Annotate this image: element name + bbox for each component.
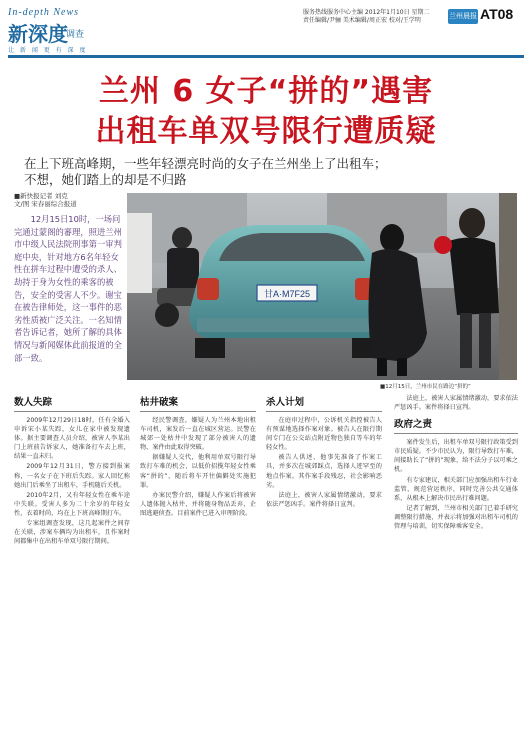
byline-reporter: ■新快报记者 刘克 — [14, 192, 68, 200]
taxi-plate-text: 甘A·M7F25 — [263, 289, 311, 299]
street-taxi-photo — [127, 193, 517, 380]
subheadline-line-1: 在上下班高峰期，一些年轻漂亮时尚的女子在兰州坐上了出租车； — [24, 156, 387, 171]
paragraph: 2009年12月31日，警方接到报案称，一名女子在下班后失踪。家人回忆称她出门后乘坐了出租车，手机随后关机。 — [14, 463, 130, 489]
paragraph: 法庭上，被害人家属情绪激动，要求依法严惩凶手。案件将择日宣判。 — [266, 491, 382, 508]
paragraph: 有专家建议，相关部门应加强出租车行业监管，规范营运秩序，同时完善公共交通体系，从根本上解决市民出行难问题。 — [394, 476, 518, 502]
page-number: AT08 — [480, 6, 514, 22]
column-2 — [140, 394, 256, 519]
column-3 — [266, 394, 382, 510]
column-body — [140, 416, 256, 518]
photo-caption: ■12月15日，兰州市民在路边“拼的” — [380, 384, 471, 390]
column-heading: 政府之责 — [394, 419, 433, 431]
byline — [14, 192, 77, 208]
headline-line-1: 兰州 6 女子“拼的”遇害 — [98, 74, 434, 109]
column-heading: 数人失踪 — [14, 397, 53, 408]
paragraph: 案件发生后，出租车单双号限行政策受到市民质疑。不少市民认为，限行导致打车难，间接助长了“拼的”现象，给不法分子以可乘之机。 — [394, 439, 518, 474]
lead-paragraph: 12月15日10时，一场问完通过蒙阁的審理，照进兰州市中级人民法院刑事第一审判庭中央，针对地方6名年轻女性在拼车过程中遭受的杀人、劫持于身为女性的乘客的被告，安全的受害人不少。谢宝在被告律师处，这一事件的恶劣性质被广泛关注。一名知情者告诉记者，她所了解的具体情况与新闻媒体此前报道的全部一致。 — [14, 214, 122, 363]
paragraph: 2010年2月，又有年轻女性在乘车途中失联。受害人多为二十余岁的年轻女性，衣着时尚，均在上下班高峰期打车。 — [14, 491, 130, 517]
column-body — [14, 416, 130, 546]
subheadline-line-2: 不想，她们踏上的却是不归路 — [24, 172, 187, 187]
column-4 — [394, 394, 518, 532]
paragraph: 经民警调查，嫌疑人为兰州本地出租车司机，案发后一直在城区营运。民警在城郊一处枯井中发现了部分被害人的遗物，案件由此取得突破。 — [140, 417, 256, 452]
paragraph: 法庭上，被害人家属情绪激动，要求依法严惩凶手。案件将择日宣判。 — [394, 395, 518, 412]
section-tagline: 让 新 闻 更 有 深 度 — [8, 47, 88, 54]
column-1 — [14, 394, 130, 547]
headline-line-2: 出租车单双号限行遭质疑 — [95, 114, 437, 149]
editor-credits-line: 责任编辑/尹骊 美术编辑/周正宏 校对/王学明 — [303, 17, 421, 24]
paragraph: 记者了解到，兰州市相关部门已着手研究调整限行措施，并表示将加强对出租车司机的管理与培训，切实保障乘客安全。 — [394, 504, 518, 531]
header-rule — [8, 55, 524, 58]
column-heading: 杀人计划 — [266, 397, 305, 408]
column-rule — [266, 411, 382, 412]
paragraph: 办案民警介绍，嫌疑人作案后将被害人遗体抛入枯井，并将随身物品丢弃，企图逃避侦查。目前案件已进入审理阶段。 — [140, 491, 256, 517]
paragraph: 专案组调查发现，这几起案件之间存在关联，涉案车辆均为出租车，且作案时间都集中在出租车单双号限行期间。 — [14, 520, 130, 546]
section-brand-subtitle: 调查 — [66, 30, 85, 40]
brand-english-label: In-depth News — [8, 7, 80, 18]
column-rule — [140, 411, 256, 412]
paragraph: 据嫌疑人交代，他利用单双号限行导致打车难的机会，以低价招揽年轻女性乘客“拼的”，随后将车开往偏僻处实施犯罪。 — [140, 454, 256, 489]
issue-date-line: 服务热线服务中心主编 2012年1月10日 星期二 — [303, 9, 430, 16]
column-rule — [394, 433, 518, 434]
section-brand-title: 新深度 — [8, 22, 68, 46]
column-rule — [14, 411, 130, 412]
column-body-continued — [394, 394, 518, 412]
paragraph: 被告人供述，他事先准备了作案工具，并多次在城郊踩点，选择人迹罕至的地点作案。其作案手段残忍，社会影响恶劣。 — [266, 454, 382, 489]
news-photo — [127, 193, 517, 380]
column-body — [394, 438, 518, 531]
paragraph: 在庭审过程中，公诉机关指控被告人有预谋地选择作案对象。被告人在限行期间专门在公交站点附近物色独自等车的年轻女性。 — [266, 417, 382, 452]
edition-badge: 兰州晨报 — [448, 9, 478, 24]
byline-source: 文/图 宋春丽综合报道 — [14, 200, 77, 208]
column-heading: 枯井破案 — [140, 397, 179, 408]
paragraph: 2009年12月29日18时，任有全婚入申诉宋小某失踪，女儿在家中被发现遗体。据主要调查人员介绍，被害人李某出门上班前告诉家人，她准备打车去上班，结果一直未归。 — [14, 417, 130, 461]
column-body — [266, 416, 382, 509]
